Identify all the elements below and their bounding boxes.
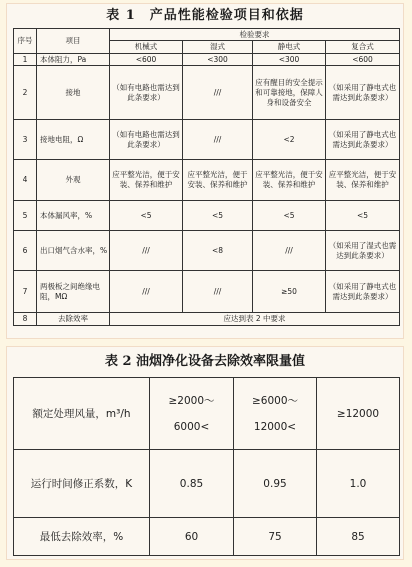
header-group: 检验要求 xyxy=(110,29,400,41)
row-item: 两极板之间绝缘电阻，MΩ xyxy=(37,271,110,313)
cell: （如采用了静电式也需达到此条要求） xyxy=(326,271,400,313)
cell: <300 xyxy=(183,54,253,66)
header-type: 湿式 xyxy=(183,41,253,54)
table-row xyxy=(14,201,400,231)
table1-panel xyxy=(6,3,404,339)
cell: <300 xyxy=(253,54,326,66)
table-row xyxy=(14,66,400,120)
row-no: 5 xyxy=(14,201,37,231)
cell: <8 xyxy=(183,231,253,271)
capacity-label: 额定处理风量，m³/h xyxy=(14,378,150,450)
row-item: 去除效率 xyxy=(37,313,110,326)
table-row xyxy=(14,54,400,66)
cell: /// xyxy=(110,271,183,313)
table-row xyxy=(14,271,400,313)
cell: <2 xyxy=(253,120,326,160)
header-type: 静电式 xyxy=(253,41,326,54)
table1-title: 表 1 产品性能检验项目和依据 xyxy=(106,8,304,23)
cell: ≥50 xyxy=(253,271,326,313)
cell: <5 xyxy=(183,201,253,231)
cell: 应平整光洁，便于安装、保养和维护 xyxy=(183,160,253,201)
cell: （如有电路也需达到此条要求） xyxy=(110,120,183,160)
row-no: 7 xyxy=(14,271,37,313)
row-no: 1 xyxy=(14,54,37,66)
table-row xyxy=(14,160,400,201)
row-item: 接地电阻，Ω xyxy=(37,120,110,160)
table-row xyxy=(14,450,400,518)
capacity-max: 12000< xyxy=(253,420,297,433)
capacity-cell: ≥12000 xyxy=(317,378,400,450)
factor-cell: 0.85 xyxy=(150,450,234,518)
merged-cell: 应达到表 2 中要求 xyxy=(110,313,400,326)
row-item: 出口烟气含水率，% xyxy=(37,231,110,271)
cell: 应平整光洁，便于安装、保养和维护 xyxy=(253,160,326,201)
cell: <5 xyxy=(110,201,183,231)
factor-cell: 1.0 xyxy=(317,450,400,518)
header-item: 项目 xyxy=(37,29,110,54)
table-row xyxy=(14,313,400,326)
row-item: 本体漏风率，% xyxy=(37,201,110,231)
factor-cell: 0.95 xyxy=(234,450,317,518)
row-no: 2 xyxy=(14,66,37,120)
capacity-max: 6000< xyxy=(173,420,210,433)
table-row xyxy=(14,120,400,160)
cell: <600 xyxy=(110,54,183,66)
row-item: 本体阻力，Pa xyxy=(37,54,110,66)
cell: （如采用了静电式也需达到此条要求） xyxy=(326,120,400,160)
cell: <600 xyxy=(326,54,400,66)
cell: /// xyxy=(183,271,253,313)
row-no: 8 xyxy=(14,313,37,326)
inspection-table xyxy=(13,28,400,326)
efficiency-cell: 85 xyxy=(317,518,400,556)
efficiency-cell: 60 xyxy=(150,518,234,556)
cell: <5 xyxy=(326,201,400,231)
row-no: 6 xyxy=(14,231,37,271)
table-row xyxy=(14,231,400,271)
efficiency-label: 最低去除效率，% xyxy=(14,518,150,556)
table-row xyxy=(14,378,400,450)
cell: 应平整光洁，便于安装、保养和维护 xyxy=(110,160,183,201)
factor-label: 运行时间修正系数，K xyxy=(14,450,150,518)
cell: /// xyxy=(253,231,326,271)
cell: <5 xyxy=(253,201,326,231)
row-no: 3 xyxy=(14,120,37,160)
capacity-cell xyxy=(234,378,317,450)
capacity-cell xyxy=(150,378,234,450)
header-seq: 序号 xyxy=(14,29,37,54)
table2-title: 表 2 油烟净化设备去除效率限量值 xyxy=(104,354,306,369)
capacity-min: ≥2000～ xyxy=(168,394,215,407)
row-no: 4 xyxy=(14,160,37,201)
row-item: 接地 xyxy=(37,66,110,120)
cell: 应平整光洁，便于安装、保养和维护 xyxy=(326,160,400,201)
cell: /// xyxy=(183,120,253,160)
cell: （如采用了湿式也需达到此条要求） xyxy=(326,231,400,271)
header-type: 机械式 xyxy=(110,41,183,54)
table2-panel xyxy=(6,346,404,560)
header-type: 复合式 xyxy=(326,41,400,54)
efficiency-cell: 75 xyxy=(234,518,317,556)
cell: （如有电路也需达到此条要求） xyxy=(110,66,183,120)
cell: /// xyxy=(183,66,253,120)
cell: （如采用了静电式也需达到此条要求） xyxy=(326,66,400,120)
efficiency-table xyxy=(13,377,400,556)
capacity-min: ≥6000～ xyxy=(251,394,299,407)
row-item: 外观 xyxy=(37,160,110,201)
cell: /// xyxy=(110,231,183,271)
cell: 应有醒目的安全提示和可靠接地，保障人身和设备安全 xyxy=(253,66,326,120)
table-row xyxy=(14,518,400,556)
